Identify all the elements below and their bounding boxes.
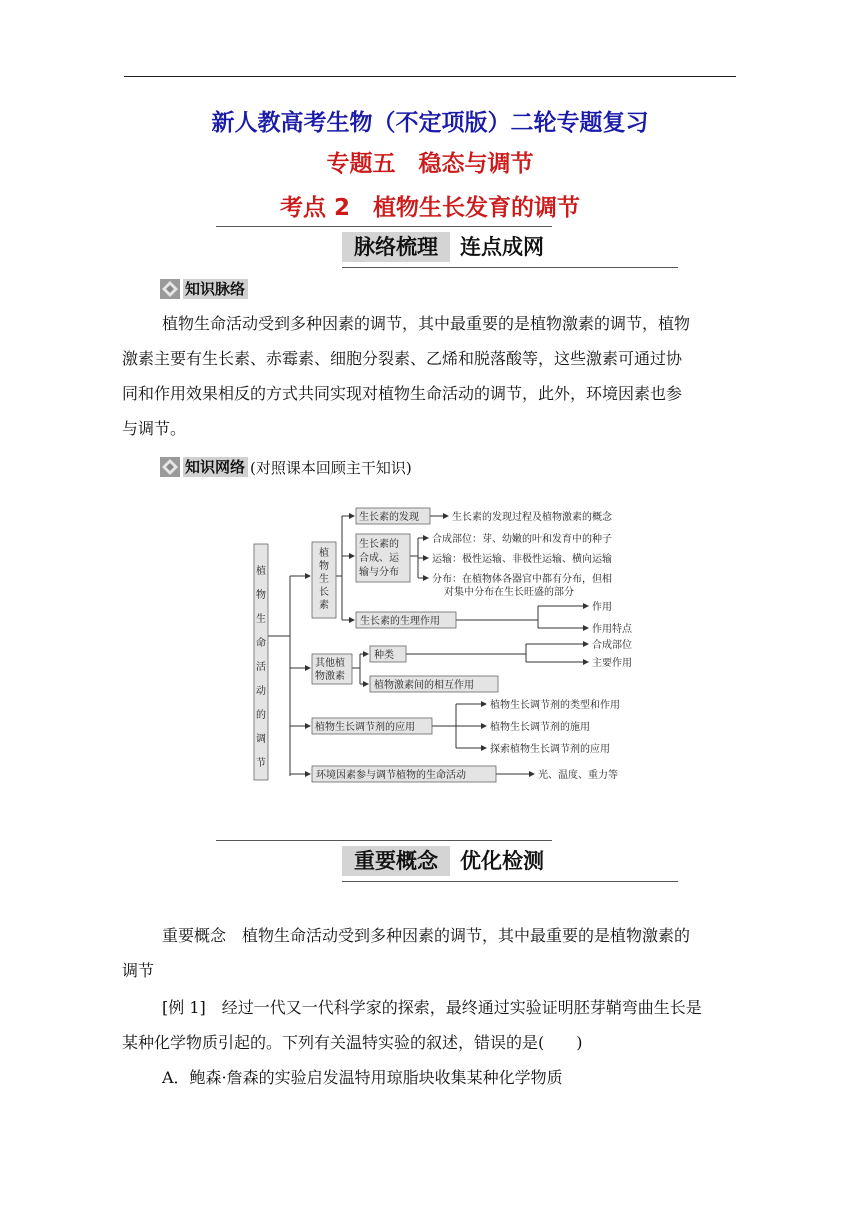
- diagram-regulator: 植物生长调节剂的应用: [315, 722, 415, 733]
- section-tag-1: [160, 278, 248, 300]
- diagram-kinds-site: 合成部位: [592, 640, 632, 651]
- diagram-auxin-synthesis: 输与分布: [359, 567, 399, 578]
- top-rule: [124, 76, 736, 77]
- banner-1-box: 脉络梳理: [342, 232, 450, 262]
- diagram-root-char: 动: [256, 686, 266, 697]
- diagram-auxin-char: 长: [319, 587, 329, 598]
- diagram-interaction: 植物激素间的相互作用: [374, 680, 474, 691]
- paragraph-line: 重要概念 植物生命活动受到多种因素的调节，其中最重要的是植物激素的: [162, 926, 691, 945]
- diagram-root-char: 植: [256, 566, 266, 577]
- diagram-root-char: 生: [256, 614, 266, 625]
- diagram-kinds: 种类: [374, 650, 394, 661]
- diagram-reg-type: 植物生长调节剂的类型和作用: [490, 700, 620, 711]
- section-banner-2: [216, 840, 678, 882]
- diagram-auxin-effect: 生长素的生理作用: [360, 616, 440, 627]
- paragraph-line: 调节: [122, 961, 155, 980]
- paragraph-line: 植物生命活动受到多种因素的调节，其中最重要的是植物激素的调节，植物: [162, 314, 691, 333]
- diagram-auxin-char: 植: [319, 548, 329, 559]
- diagram-reg-apply: 植物生长调节剂的施用: [490, 722, 590, 733]
- diagram-other-hormones: 物激素: [315, 671, 345, 682]
- diagram-root-char: 命: [256, 638, 266, 649]
- section-tag-2: [160, 456, 412, 478]
- diagram-effect: 作用: [592, 602, 612, 613]
- diagram-root-char: 的: [256, 710, 266, 721]
- diagram-root-char: 活: [256, 662, 266, 673]
- topic-title: 专题五 稳态与调节: [326, 151, 534, 177]
- paragraph-line: 某种化学物质引起的。下列有关温特实验的叙述，错误的是( ): [122, 1033, 583, 1052]
- diagram-effect-feature: 作用特点: [592, 624, 632, 635]
- paragraph-line: 与调节。: [122, 419, 187, 438]
- concept-paragraph: [122, 918, 736, 988]
- diagram-synthesis-site: 合成部位：芽、幼嫩的叶和发育中的种子: [432, 534, 612, 545]
- paragraph-line: [例 1] 经过一代又一代科学家的探索，最终通过实验证明胚芽鞘弯曲生长是: [162, 998, 702, 1017]
- diagram-auxin-synthesis: 合成、运: [359, 553, 399, 564]
- diagram-auxin-discovery: 生长素的发现: [359, 512, 419, 523]
- diagram-distribution: 对集中分布在生长旺盛的部分: [444, 587, 574, 598]
- option-a: A．鲍森·詹森的实验启发温特用琼脂块收集某种化学物质: [162, 1068, 563, 1087]
- section-banner-1: [216, 226, 678, 268]
- paragraph-line: 激素主要有生长素、赤霉素、细胞分裂素、乙烯和脱落酸等，这些激素可通过协: [122, 349, 683, 368]
- section-tag-1-label: 知识脉络: [183, 279, 248, 299]
- diagram-kinds-main: 主要作用: [592, 658, 632, 669]
- banner-1-text: 连点成网: [460, 234, 544, 259]
- paragraph-line: 同和作用效果相反的方式共同实现对植物生命活动的调节，此外，环境因素也参: [122, 384, 683, 403]
- diagram-auxin-synthesis: 生长素的: [359, 539, 399, 550]
- diagram-transport: 运输：极性运输、非极性运输、横向运输: [432, 554, 612, 565]
- point-title: 考点 2 植物生长发育的调节: [279, 195, 580, 221]
- document-title: 新人教高考生物（不定项版）二轮专题复习: [211, 110, 649, 136]
- diagram-auxin-char: 生: [319, 574, 329, 585]
- diagram-auxin-discovery-note: 生长素的发现过程及植物激素的概念: [452, 512, 612, 523]
- diagram-reg-explore: 探索植物生长调节剂的应用: [490, 744, 610, 755]
- knowledge-network-diagram: [240, 496, 660, 796]
- diamond-icon: [160, 279, 180, 299]
- diagram-root-char: 调: [256, 734, 266, 745]
- diagram-other-hormones: 其他植: [315, 658, 345, 669]
- diagram-distribution: 分布：在植物体各器官中都有分布，但相: [432, 574, 612, 585]
- diagram-environment: 环境因素参与调节植物的生命活动: [316, 770, 466, 781]
- diagram-root-char: 节: [256, 758, 266, 769]
- diamond-icon: [160, 457, 180, 477]
- diagram-root-char: 物: [256, 590, 266, 601]
- diagram-auxin-char: 物: [319, 561, 329, 572]
- section-tag-2-note: (对照课本回顾主干知识): [250, 458, 412, 477]
- example-paragraph: [122, 990, 736, 1095]
- knowledge-paragraph: [122, 306, 736, 446]
- diagram-auxin-char: 素: [319, 600, 329, 611]
- banner-2-box: 重要概念: [342, 846, 450, 876]
- diagram-env-factors: 光、温度、重力等: [538, 770, 618, 781]
- section-tag-2-label: 知识网络: [183, 457, 248, 477]
- banner-2-text: 优化检测: [460, 848, 544, 873]
